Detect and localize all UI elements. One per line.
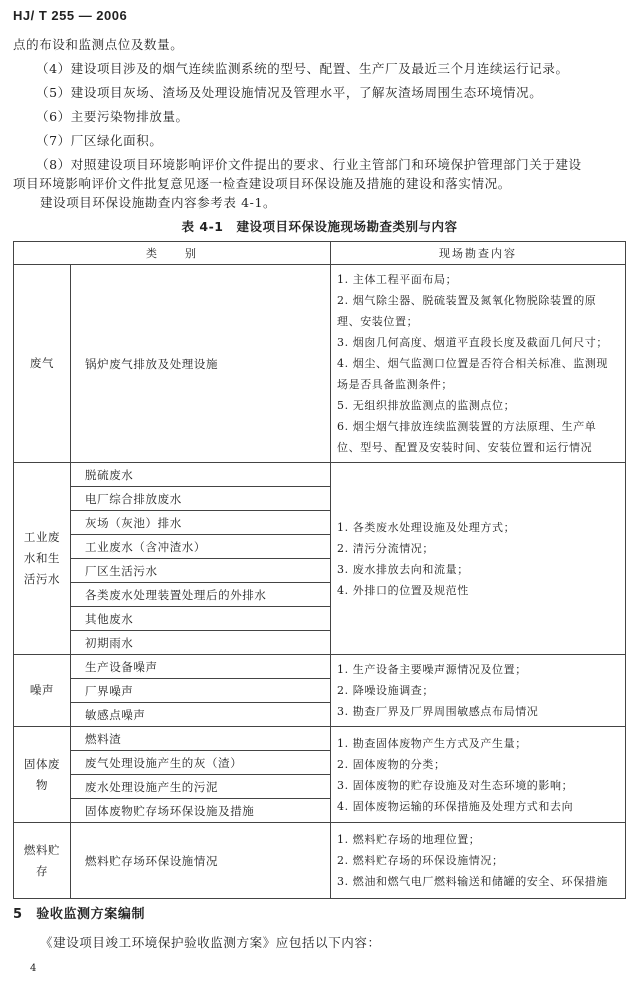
facility-cell: 燃料贮存场环保设施情况 bbox=[71, 823, 331, 899]
content-cell bbox=[331, 727, 626, 823]
facility-cell: 脱硫废水 bbox=[71, 463, 331, 487]
intro-item-4: （4）建设项目涉及的烟气连续监测系统的型号、配置、生产厂及最近三个月连续运行记录。 bbox=[36, 61, 569, 76]
facility-cell: 废水处理设施产生的污泥 bbox=[71, 775, 331, 799]
facility-cell: 灰场（灰池）排水 bbox=[71, 511, 331, 535]
facility-cell: 燃料渣 bbox=[71, 727, 331, 751]
intro-table-ref: 建设项目环保设施勘查内容参考表 4-1。 bbox=[40, 195, 277, 210]
table-caption: 表 4-1 建设项目环保设施现场勘查类别与内容 bbox=[181, 219, 458, 234]
content-cell bbox=[331, 823, 626, 899]
content-line: 1. 燃料贮存场的地理位置； bbox=[337, 833, 481, 846]
content-line: 3. 勘查厂界及厂界周围敏感点布局情况 bbox=[337, 705, 539, 718]
content-line: 1. 生产设备主要噪声源情况及位置； bbox=[337, 663, 527, 676]
content-line: 1. 勘查固体废物产生方式及产生量； bbox=[337, 736, 527, 750]
intro-item-8: （8）对照建设项目环境影响评价文件提出的要求、行业主管部门和环境保护管理部门关于建设 bbox=[36, 157, 582, 172]
intro-item-8-cont: 项目环境影响评价文件批复意见逐一检查建设项目环保设施及措施的建设和落实情况。 bbox=[13, 176, 511, 191]
facility-cell: 工业废水（含冲渣水） bbox=[71, 535, 331, 559]
content-line: 2. 清污分流情况； bbox=[337, 541, 434, 555]
content-cell bbox=[331, 463, 626, 655]
intro-item-6: （6）主要污染物排放量。 bbox=[36, 109, 189, 124]
category-cell: 固体废物 bbox=[14, 727, 71, 823]
intro-item-7: （7）厂区绿化面积。 bbox=[36, 133, 163, 148]
header-category: 类 别 bbox=[14, 242, 331, 265]
category-cell: 废气 bbox=[14, 265, 71, 463]
content-cell bbox=[331, 265, 626, 463]
content-line: 3. 烟囱几何高度、烟道平直段长度及截面几何尺寸； bbox=[337, 336, 608, 349]
category-cell: 噪声 bbox=[14, 655, 71, 727]
facility-cell: 各类废水处理装置处理后的外排水 bbox=[71, 583, 331, 607]
survey-table bbox=[13, 241, 626, 899]
table-row bbox=[14, 265, 626, 463]
table-row bbox=[14, 655, 626, 679]
facility-cell: 敏感点噪声 bbox=[71, 703, 331, 727]
section-5-heading: 5 验收监测方案编制 bbox=[13, 907, 146, 922]
content-line: 6. 烟尘烟气排放连续监测装置的方法原理、生产单位、型号、配置及安装时间、安装位置和运行情况 bbox=[337, 420, 597, 454]
content-line: 1. 主体工程平面布局； bbox=[337, 273, 458, 286]
content-line: 2. 固体废物的分类； bbox=[337, 757, 446, 771]
content-line: 1. 各类废水处理设施及处理方式； bbox=[337, 520, 516, 534]
facility-cell: 生产设备噪声 bbox=[71, 655, 331, 679]
facility-cell: 锅炉废气排放及处理设施 bbox=[71, 265, 331, 463]
section-5-text: 《建设项目竣工环境保护验收监测方案》应包括以下内容： bbox=[40, 935, 381, 950]
header-content: 现场勘查内容 bbox=[331, 242, 626, 265]
category-cell: 工业废水和生活污水 bbox=[14, 463, 71, 655]
content-line: 3. 废水排放去向和流量； bbox=[337, 562, 469, 576]
content-line: 4. 固体废物运输的环保措施及处理方式和去向 bbox=[337, 799, 574, 813]
table-row bbox=[14, 727, 626, 751]
facility-cell: 固体废物贮存场环保设施及措施 bbox=[71, 799, 331, 823]
content-line: 4. 外排口的位置及规范性 bbox=[337, 583, 469, 597]
table-row bbox=[14, 823, 626, 899]
page-number: 4 bbox=[30, 963, 37, 974]
content-line: 2. 燃料贮存场的环保设施情况； bbox=[337, 854, 504, 867]
facility-cell: 厂区生活污水 bbox=[71, 559, 331, 583]
content-line: 2. 降噪设施调查； bbox=[337, 684, 434, 697]
content-line: 4. 烟尘、烟气监测口位置是否符合相关标准、监测现场是否具备监测条件； bbox=[337, 357, 608, 391]
facility-cell: 废气处理设施产生的灰（渣） bbox=[71, 751, 331, 775]
content-line: 5. 无组织排放监测点的监测点位； bbox=[337, 399, 516, 412]
content-line: 3. 燃油和燃气电厂燃料输送和储罐的安全、环保措施 bbox=[337, 875, 608, 888]
facility-cell: 其他废水 bbox=[71, 607, 331, 631]
content-line: 2. 烟气除尘器、脱硫装置及氮氧化物脱除装置的原理、安装位置； bbox=[337, 294, 597, 328]
intro-line-1: 点的布设和监测点位及数量。 bbox=[13, 37, 184, 52]
document-code: HJ/ T 255 — 2006 bbox=[13, 8, 128, 23]
category-cell: 燃料贮存 bbox=[14, 823, 71, 899]
facility-cell: 厂界噪声 bbox=[71, 679, 331, 703]
content-line: 3. 固体废物的贮存设施及对生态环境的影响； bbox=[337, 778, 574, 792]
facility-cell: 电厂综合排放废水 bbox=[71, 487, 331, 511]
table-header-row bbox=[14, 242, 626, 265]
facility-cell: 初期雨水 bbox=[71, 631, 331, 655]
table-row bbox=[14, 463, 626, 487]
intro-item-5: （5）建设项目灰场、渣场及处理设施情况及管理水平，了解灰渣场周围生态环境情况。 bbox=[36, 85, 543, 100]
content-cell bbox=[331, 655, 626, 727]
